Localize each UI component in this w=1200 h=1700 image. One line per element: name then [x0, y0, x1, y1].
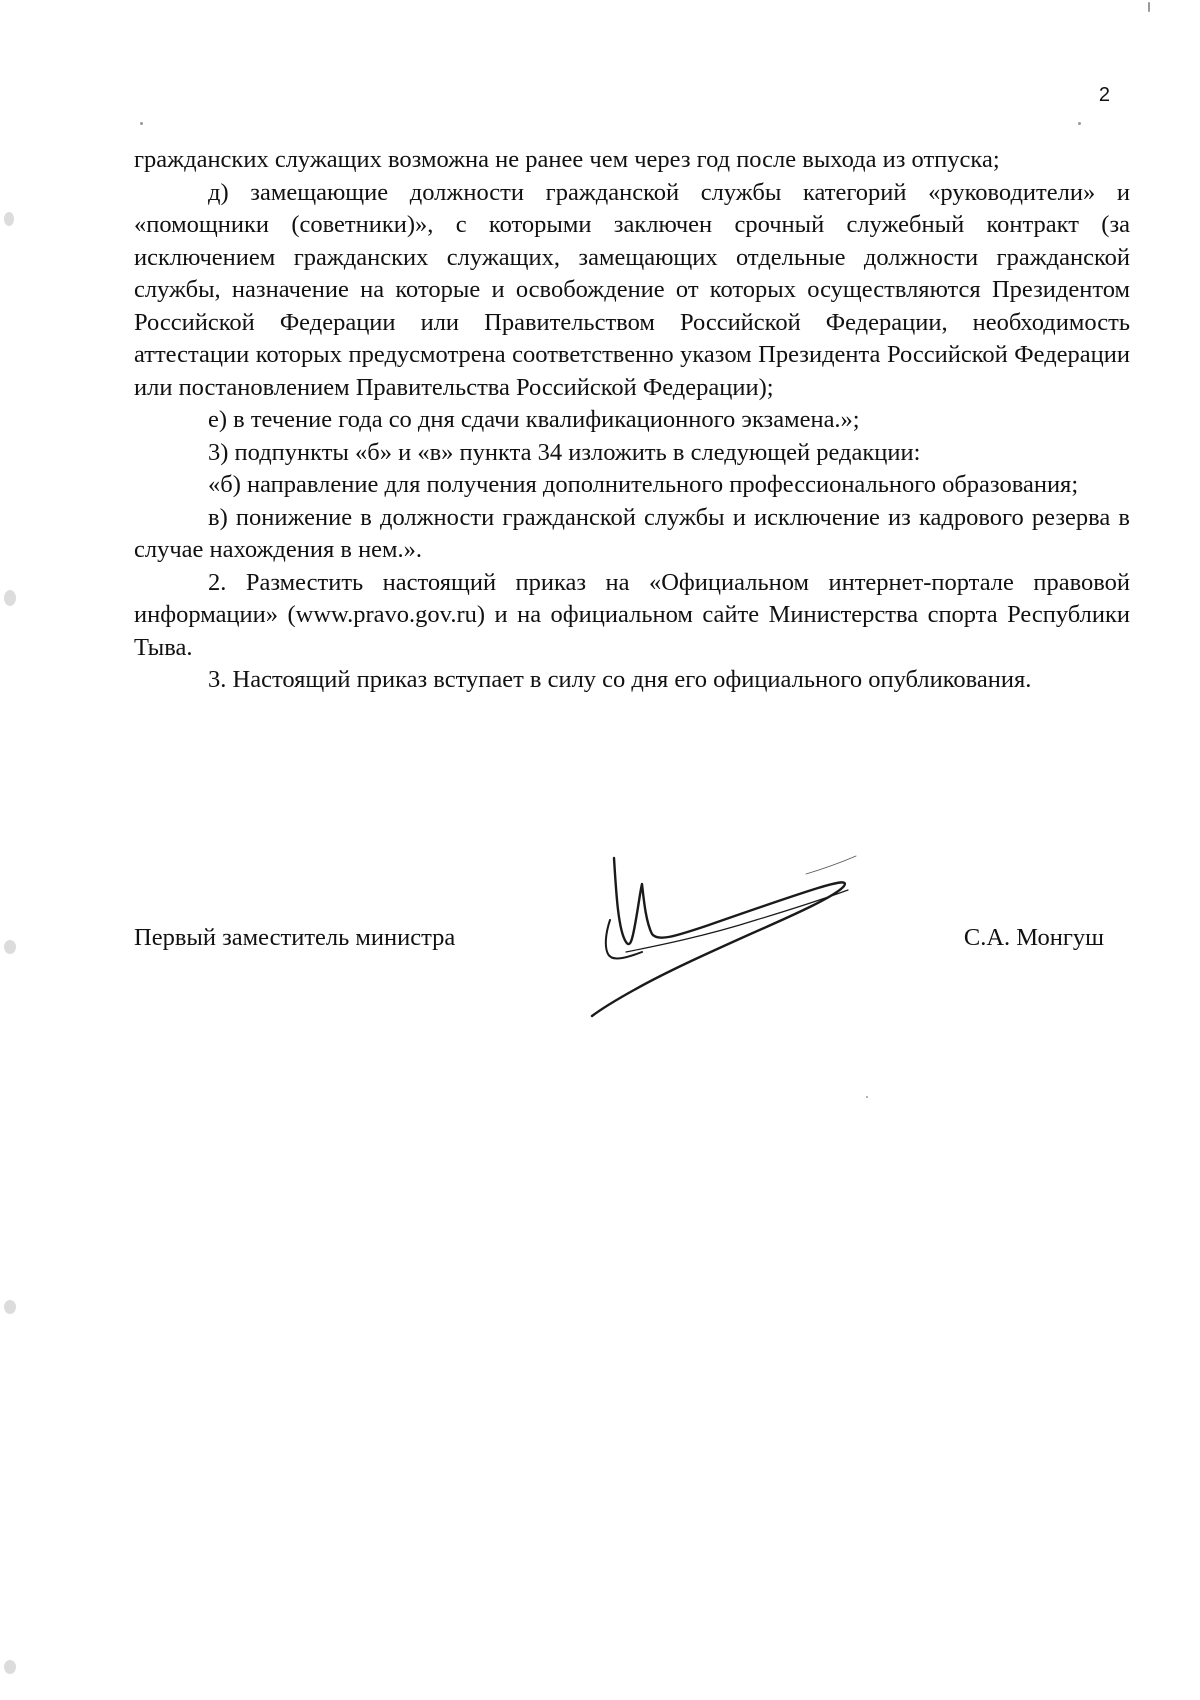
paragraph-item-3: 3) подпункты «б» и «в» пункта 34 изложить в следующей редакции: — [208, 438, 921, 466]
scan-mark — [866, 1096, 868, 1098]
document-body — [134, 144, 1130, 697]
paragraph-item-b: «б) направление для получения дополнительного профессионального образования; — [208, 471, 1079, 498]
signer-name: С.А. Монгуш — [963, 924, 1104, 951]
paragraph-item-d: д) замещающие должности гражданской службы категорий «руководители» и «помощники (советники)», с которыми заключен срочный служебный контракт (за исключением гражданских служащих, замещающих отдельные должности гражданской службы, назначение на которые и освобождение от которых осуществляются Президентом Российской Федерации или Правительством Российской Федерации, необходимость аттестации которых предусмотрена соответственно указом Президента Российской Федерации или постановлением Правительства Российской Федерации); — [134, 178, 1130, 401]
paragraph-effective-date: 3. Настоящий приказ вступает в силу со дня его официального опубликования. — [208, 666, 1032, 693]
paragraph-item-v: в) понижение в должности гражданской службы и исключение из кадрового резерва в случае нахождения в нем.». — [134, 503, 1130, 563]
paragraph-continuation: гражданских служащих возможна не ранее чем через год после выхода из отпуска; — [134, 146, 1000, 173]
scan-mark — [4, 1660, 16, 1674]
scan-mark — [4, 590, 16, 606]
scan-mark — [1148, 2, 1150, 12]
paragraph-item-e: е) в течение года со дня сдачи квалификационного экзамена.»; — [208, 406, 860, 433]
handwritten-signature — [586, 850, 886, 1020]
scan-mark — [4, 940, 16, 954]
signer-position: Первый заместитель министра — [134, 924, 456, 951]
paragraph-publication: 2. Разместить настоящий приказ на «Официальном интернет-портале правовой информации» (www.pravo.gov.ru) и на официальном сайте Министерства спорта Республики Тыва. — [134, 568, 1130, 661]
scan-mark — [140, 122, 143, 125]
page-number: 2 — [1098, 84, 1110, 106]
scan-mark — [4, 212, 14, 226]
scan-mark — [1078, 122, 1081, 125]
scan-mark — [4, 1300, 16, 1314]
